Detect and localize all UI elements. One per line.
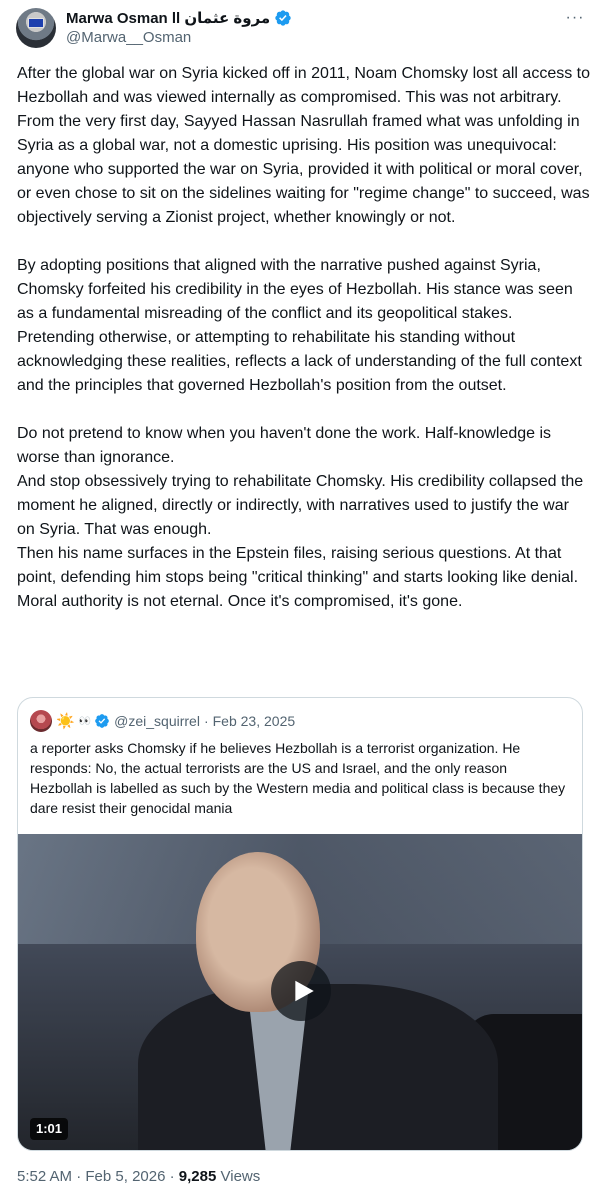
sun-icon: ☀️: [56, 713, 75, 730]
tweet-header: [16, 8, 591, 50]
tweet-body: [17, 62, 591, 614]
video-duration-badge: 1:01: [30, 1118, 68, 1140]
tweet-paragraph: After the global war on Syria kicked off in 2011, Noam Chomsky lost all access to Hezbollah and was viewed internally as compromised. This was not arbitrary. From the very first day, Sayyed Hassan Nasrullah framed what was unfolding in Syria as a global war, not a domestic uprising. His position was unequivocal: anyone who supported the war on Syria, provided it with political or moral cover, or even chose to sit on the sidelines waiting for "regime change" to succeed, was objectively serving a Zionist project, whether knowingly or not.: [17, 65, 591, 226]
quoted-tweet-text: a reporter asks Chomsky if he believes Hezbollah is a terrorist organization. He responds: No, the actual terrorists are the US and Israel, and the only reason Hezbollah is labelled as such by the Western media and political class is because they dare resist their genocidal mania: [30, 740, 566, 816]
author-names: [66, 8, 292, 46]
flag-icon: [28, 18, 44, 28]
views-label: Views: [220, 1168, 261, 1185]
tweet-meta: [17, 1168, 260, 1185]
author-display-name[interactable]: Marwa Osman ll مروة عثمان: [66, 10, 271, 27]
quoted-tweet-date[interactable]: Feb 23, 2025: [212, 713, 296, 729]
quoted-author-handle[interactable]: @zei_squirrel: [114, 713, 200, 729]
separator-dot: ·: [169, 1168, 175, 1185]
quoted-tweet-header: [30, 710, 295, 732]
tweet-time[interactable]: 5:52 AM: [17, 1168, 73, 1185]
author-avatar[interactable]: [16, 8, 56, 48]
tweet-line: Then his name surfaces in the Epstein files, raising serious questions. At that point, defending him stops being "critical thinking" and starts looking like denial.: [17, 545, 579, 586]
video-player[interactable]: [18, 834, 583, 1151]
tweet-line: And stop obsessively trying to rehabilitate Chomsky. His credibility collapsed the moment he aligned, directly or indirectly, with narratives used to justify the war on Syria. That was enough.: [17, 473, 584, 538]
play-button-icon[interactable]: [271, 961, 331, 1021]
separator-dot: ·: [76, 1168, 82, 1185]
tweet-line: Do not pretend to know when you haven't done the work. Half-knowledge is worse than ignorance.: [17, 425, 552, 466]
quoted-author-avatar[interactable]: [30, 710, 52, 732]
separator-dot: ·: [203, 713, 209, 729]
quoted-tweet[interactable]: [17, 697, 583, 1151]
verified-badge-icon: [94, 713, 110, 729]
author-handle[interactable]: @Marwa__Osman: [66, 29, 192, 46]
more-options-icon[interactable]: ···: [565, 9, 585, 26]
eyes-icon: 👀: [78, 715, 91, 727]
tweet-paragraph: By adopting positions that aligned with the narrative pushed against Syria, Chomsky forfeited his credibility in the eyes of Hezbollah. His stance was seen as a fundamental misreading of the conflict and its geopolitical stakes. Pretending otherwise, or attempting to rehabilitate his standing without acknowledging these realities, reflects a lack of understanding of the full context and the principles that governed Hezbollah's position from the outset.: [17, 257, 582, 394]
views-count: 9,285: [178, 1168, 217, 1185]
verified-badge-icon: [274, 9, 292, 27]
tweet-date[interactable]: Feb 5, 2026: [85, 1168, 166, 1185]
tweet-line: Moral authority is not eternal. Once it's compromised, it's gone.: [17, 593, 463, 610]
